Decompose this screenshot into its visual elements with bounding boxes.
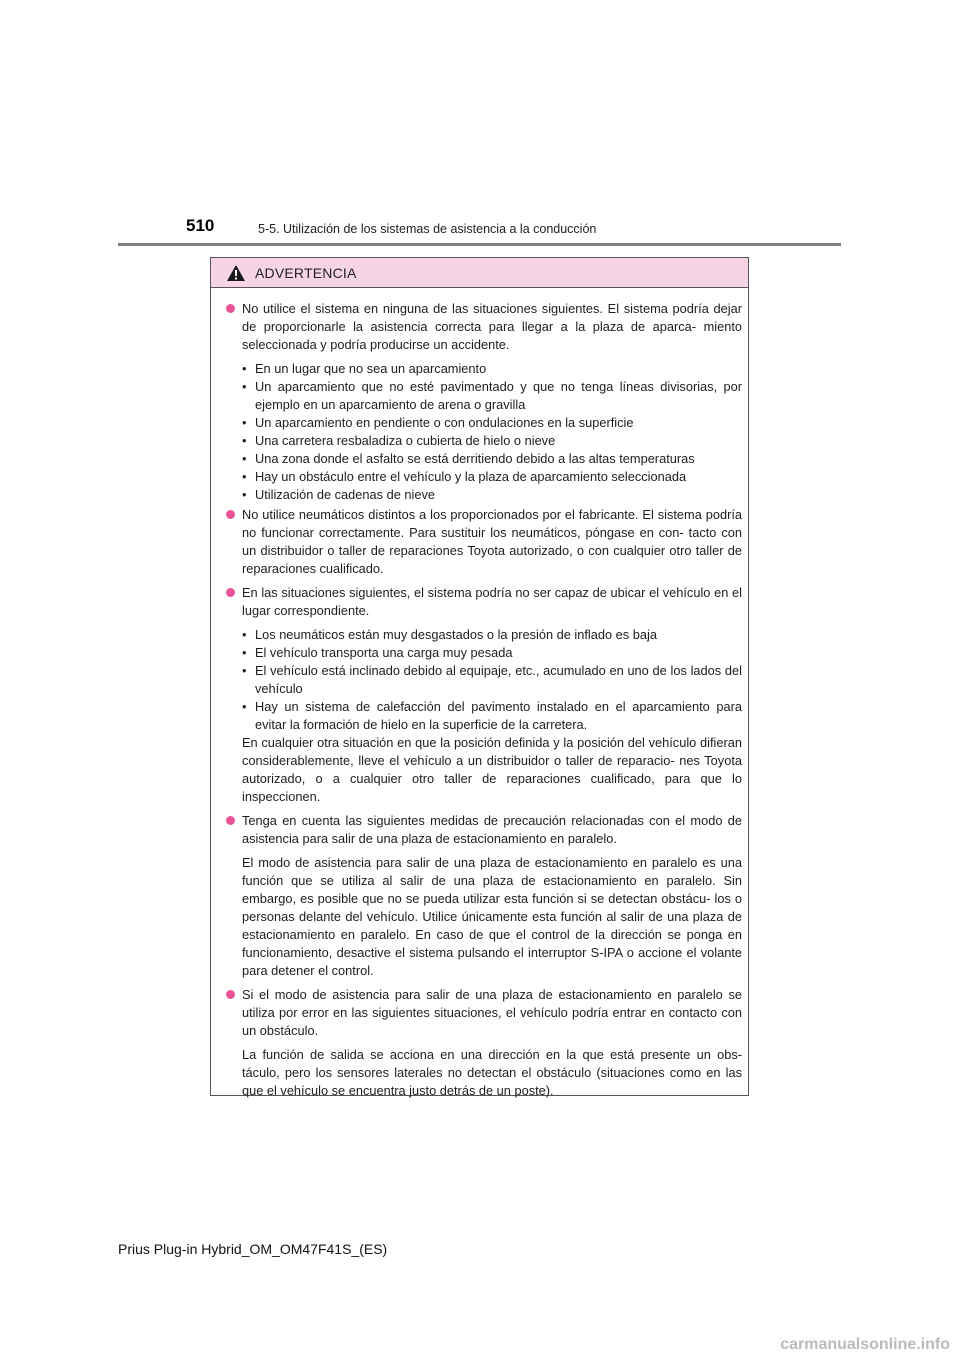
warning-item [226,584,742,620]
warning-title: ADVERTENCIA [255,264,357,281]
warning-item [226,812,742,848]
sub-list [242,626,742,734]
sub-list-item: • El vehículo transporta una carga muy pesada [242,644,742,662]
bullet-dot-icon [226,510,235,519]
sub-list-item: • Hay un obstáculo entre el vehículo y la plaza de aparcamiento seleccionada [242,468,742,486]
warning-note: La función de salida se acciona en una dirección en la que está presente un obs- táculo, pero los sensores laterales no detectan el obstáculo (situaciones como en las que el vehículo se encuentra justo detrás de un poste). [242,1047,742,1098]
warning-note: El modo de asistencia para salir de una plaza de estacionamiento en paralelo es una función que se utiliza al salir de una plaza de estacionamiento en paralelo. Sin embargo, es posible que no se pueda utilizar esta función si se detectan obstácu- los o personas delante del vehículo. Utilice únicamente esta función al salir de una plaza de estacionamiento en paralelo. En caso de que el control de la dirección se ponga en funcionamiento, desactive el sistema pulsando el interruptor S-IPA o accione el volante para detener el control. [242,855,742,978]
warning-item-text: Tenga en cuenta las siguientes medidas de precaución relacionadas con el modo de asistencia para salir de una plaza de estacionamiento en paralelo. [242,813,742,846]
sub-list [242,360,742,504]
bullet-dot-icon [226,816,235,825]
warning-item-text: No utilice el sistema en ninguna de las situaciones siguientes. El sistema podría dejar de proporcionarle la asistencia correcta para llegar a la plaza de aparca- miento seleccionada y podría producirse un accidente. [242,301,742,352]
sub-list-item: • Utilización de cadenas de nieve [242,486,742,504]
sub-list-item: • El vehículo está inclinado debido al equipaje, etc., acumulado en uno de los lados del vehículo [242,662,742,698]
warning-item [226,300,742,354]
section-title: 5-5. Utilización de los sistemas de asistencia a la conducción [258,222,597,236]
sub-list-item: • Una zona donde el asfalto se está derritiendo debido a las altas temperaturas [242,450,742,468]
warning-item [226,506,742,578]
sub-list-item: • Los neumáticos están muy desgastados o la presión de inflado es baja [242,626,742,644]
header-divider [118,243,841,246]
watermark: carmanualsonline.info [780,1336,950,1353]
warning-body [211,288,748,1100]
footer-doc-id: Prius Plug-in Hybrid_OM_OM47F41S_(ES) [118,1241,388,1257]
warning-item [226,986,742,1040]
warning-header [211,258,748,288]
warning-item-text: Si el modo de asistencia para salir de una plaza de estacionamiento en paralelo se utiliza por error en las siguientes situaciones, el vehículo podría entrar en contacto con un obstáculo. [242,987,742,1038]
warning-item-text: No utilice neumáticos distintos a los proporcionados por el fabricante. El sistema podría no funcionar correctamente. Para sustituir los neumáticos, póngase en con- tacto con un distribuidor o taller de reparaciones Toyota autorizado, o con cualquier otro taller de reparaciones cualificado. [242,507,742,576]
warning-triangle-icon [226,264,246,282]
bullet-dot-icon [226,304,235,313]
sub-list-item: • Una carretera resbaladiza o cubierta de hielo o nieve [242,432,742,450]
sub-list-item: • Un aparcamiento que no esté pavimentado y que no tenga líneas divisorias, por ejemplo en un aparcamiento de arena o gravilla [242,378,742,414]
sub-list-item: • En un lugar que no sea un aparcamiento [242,360,742,378]
warning-box [210,257,749,1096]
bullet-dot-icon [226,588,235,597]
warning-item-text: En las situaciones siguientes, el sistema podría no ser capaz de ubicar el vehículo en el lugar correspondiente. [242,585,742,618]
warning-note: En cualquier otra situación en que la posición definida y la posición del vehículo difieran considerablemente, lleve el vehículo a un distribuidor o taller de reparacio- nes Toyota autorizado, o a cualquier otro taller de reparaciones cualificado, para que lo inspeccionen. [242,735,742,804]
bullet-dot-icon [226,990,235,999]
page-number: 510 [186,216,215,235]
sub-list-item: • Un aparcamiento en pendiente o con ondulaciones en la superficie [242,414,742,432]
sub-list-item: • Hay un sistema de calefacción del pavimento instalado en el aparcamiento para evitar la formación de hielo en la superficie de la carretera. [242,698,742,734]
